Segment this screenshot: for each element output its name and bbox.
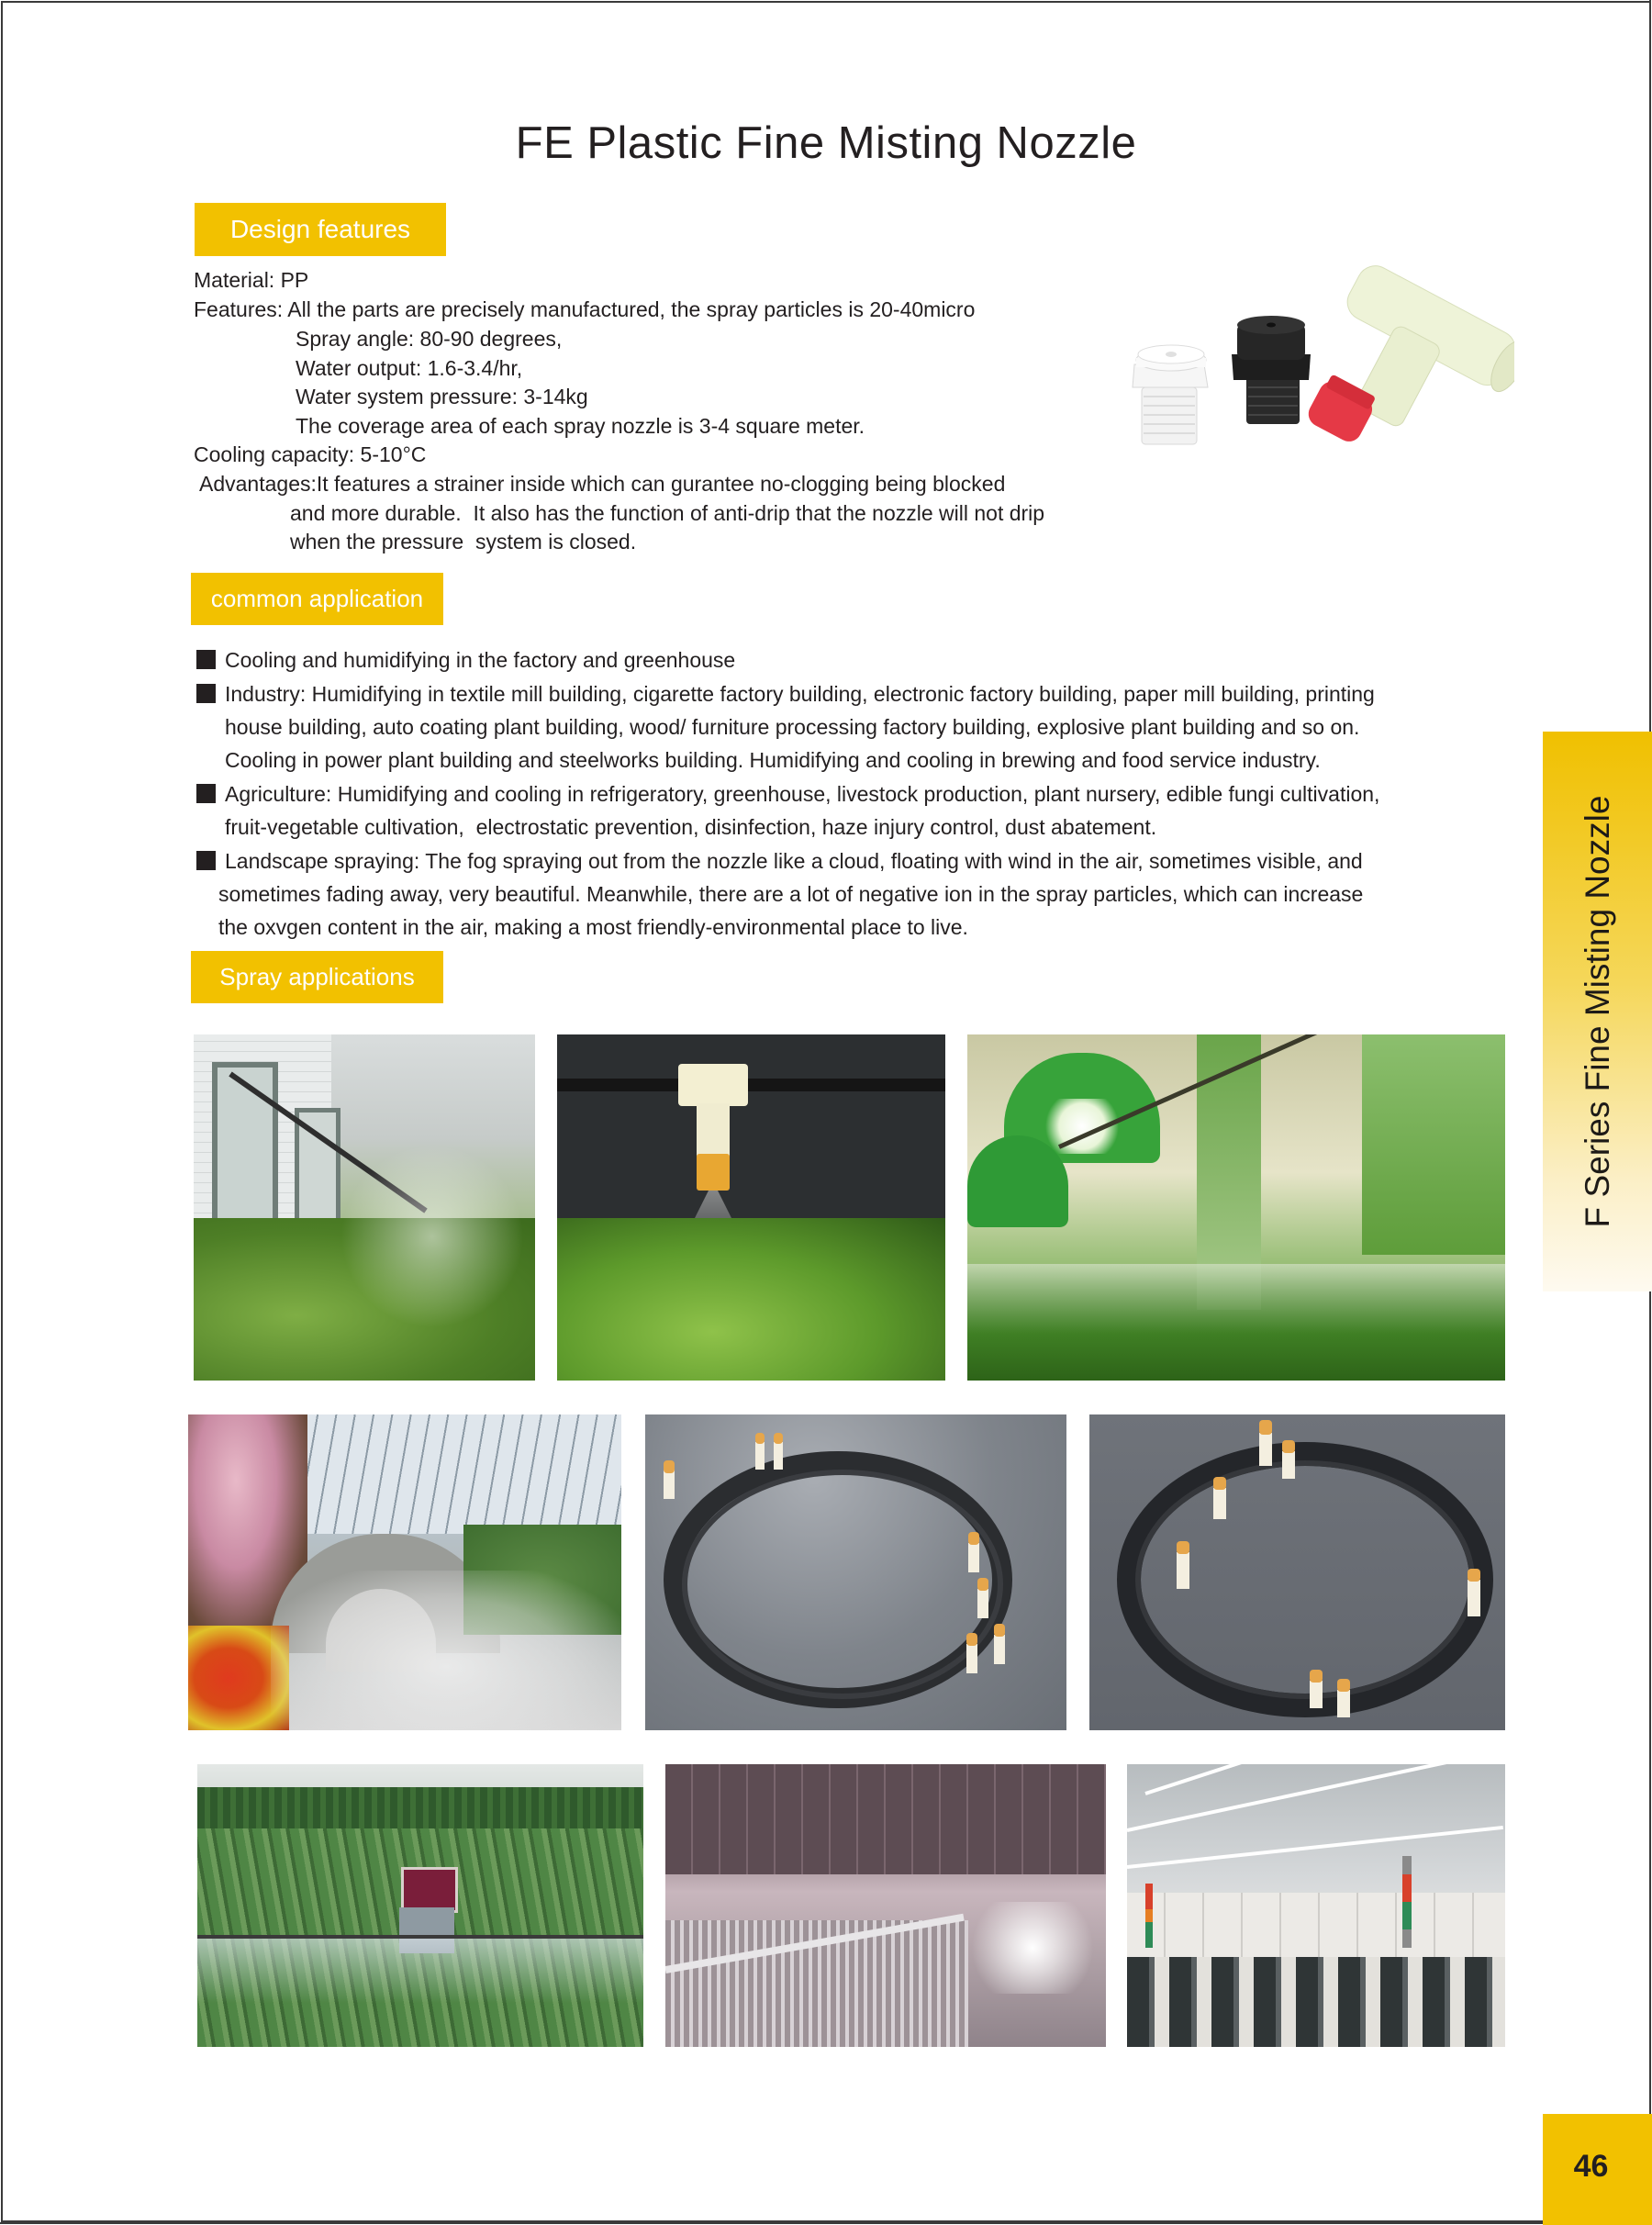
series-side-tab (1543, 732, 1652, 1291)
photo-coiled-hose-nozzles-misting (645, 1414, 1066, 1730)
spec-water-pressure: Water system pressure: 3-14kg (296, 385, 588, 408)
page-border-bottom (0, 2222, 1652, 2224)
application-item-general: Cooling and humidifying in the factory and greenhouse (196, 643, 735, 676)
application-item-agriculture: Agriculture: Humidifying and cooling in refrigeratory, greenhouse, livestock production, plant nursery, edible fungi cultivation, (196, 777, 1379, 811)
photo-tractor-crop-spraying (197, 1764, 643, 2047)
spec-advantages-cont-1: and more durable. It also has the function of anti-drip that the nozzle will not drip (290, 501, 1045, 525)
photo-poultry-house-misting (665, 1764, 1106, 2047)
photo-nozzle-spraying-leaves (557, 1034, 945, 1381)
section-label-common-application: common application (191, 573, 443, 625)
application-item-landscape-cont-1: sometimes fading away, very beautiful. Meanwhile, there are a lot of negative ion in the spray particles, which can increase (218, 882, 1364, 906)
application-item-landscape-cont-2: the oxvgen content in the air, making a most friendly-environmental place to live. (218, 915, 968, 939)
application-item-industry: Industry: Humidifying in textile mill building, cigarette factory building, electronic factory building, paper mill building, printing (196, 677, 1375, 710)
section-label-spray-applications: Spray applications (191, 951, 443, 1003)
series-side-tab-label: F Series Fine Misting Nozzle (1578, 795, 1616, 1228)
application-item-industry-cont-2: Cooling in power plant building and steelworks building. Humidifying and cooling in brewing and food service industry. (225, 748, 1321, 772)
photo-coiled-hose-nozzles (1089, 1414, 1505, 1730)
application-item-landscape: Landscape spraying: The fog spraying out from the nozzle like a cloud, floating with wind in the air, sometimes visible, and (196, 844, 1363, 878)
spec-water-output: Water output: 1.6-3.4/hr, (296, 356, 523, 380)
white-nozzle-icon (1133, 345, 1208, 444)
photo-textile-mill-misting (1127, 1764, 1505, 2047)
page-number-box (1543, 2114, 1652, 2225)
spec-coverage-area: The coverage area of each spray nozzle is 3-4 square meter. (296, 414, 865, 438)
photo-garden-bridge-fog (188, 1414, 621, 1730)
bullet-square-icon (196, 784, 216, 803)
spec-material: Material: PP (194, 268, 309, 292)
page-number: 46 (1573, 2149, 1609, 2184)
black-nozzle-icon (1232, 316, 1311, 424)
section-label-design-features: Design features (195, 203, 446, 256)
spec-advantages-cont-2: when the pressure system is closed. (290, 530, 637, 553)
t-connector-nozzle-icon (1304, 260, 1514, 446)
application-item-industry-cont-1: house building, auto coating plant building, wood/ furniture processing factory building, explosive plant building and so on. (225, 715, 1360, 739)
spec-spray-angle: Spray angle: 80-90 degrees, (296, 327, 563, 351)
spec-advantages: Advantages:It features a strainer inside which can gurantee no-clogging being blocked (199, 472, 1006, 496)
photo-supermarket-vegetable-misting (967, 1034, 1505, 1381)
bullet-square-icon (196, 650, 216, 669)
page-title: FE Plastic Fine Misting Nozzle (515, 118, 1137, 168)
bullet-square-icon (196, 684, 216, 703)
spec-features: Features: All the parts are precisely manufactured, the spray particles is 20-40micro (194, 297, 976, 321)
photo-building-shrub-misting (194, 1034, 535, 1381)
application-item-agriculture-cont-1: fruit-vegetable cultivation, electrostatic prevention, disinfection, haze injury control, dust abatement. (225, 815, 1157, 839)
product-nozzles-image (1129, 259, 1514, 452)
bullet-square-icon (196, 851, 216, 870)
spec-cooling-capacity: Cooling capacity: 5-10°C (194, 442, 427, 466)
